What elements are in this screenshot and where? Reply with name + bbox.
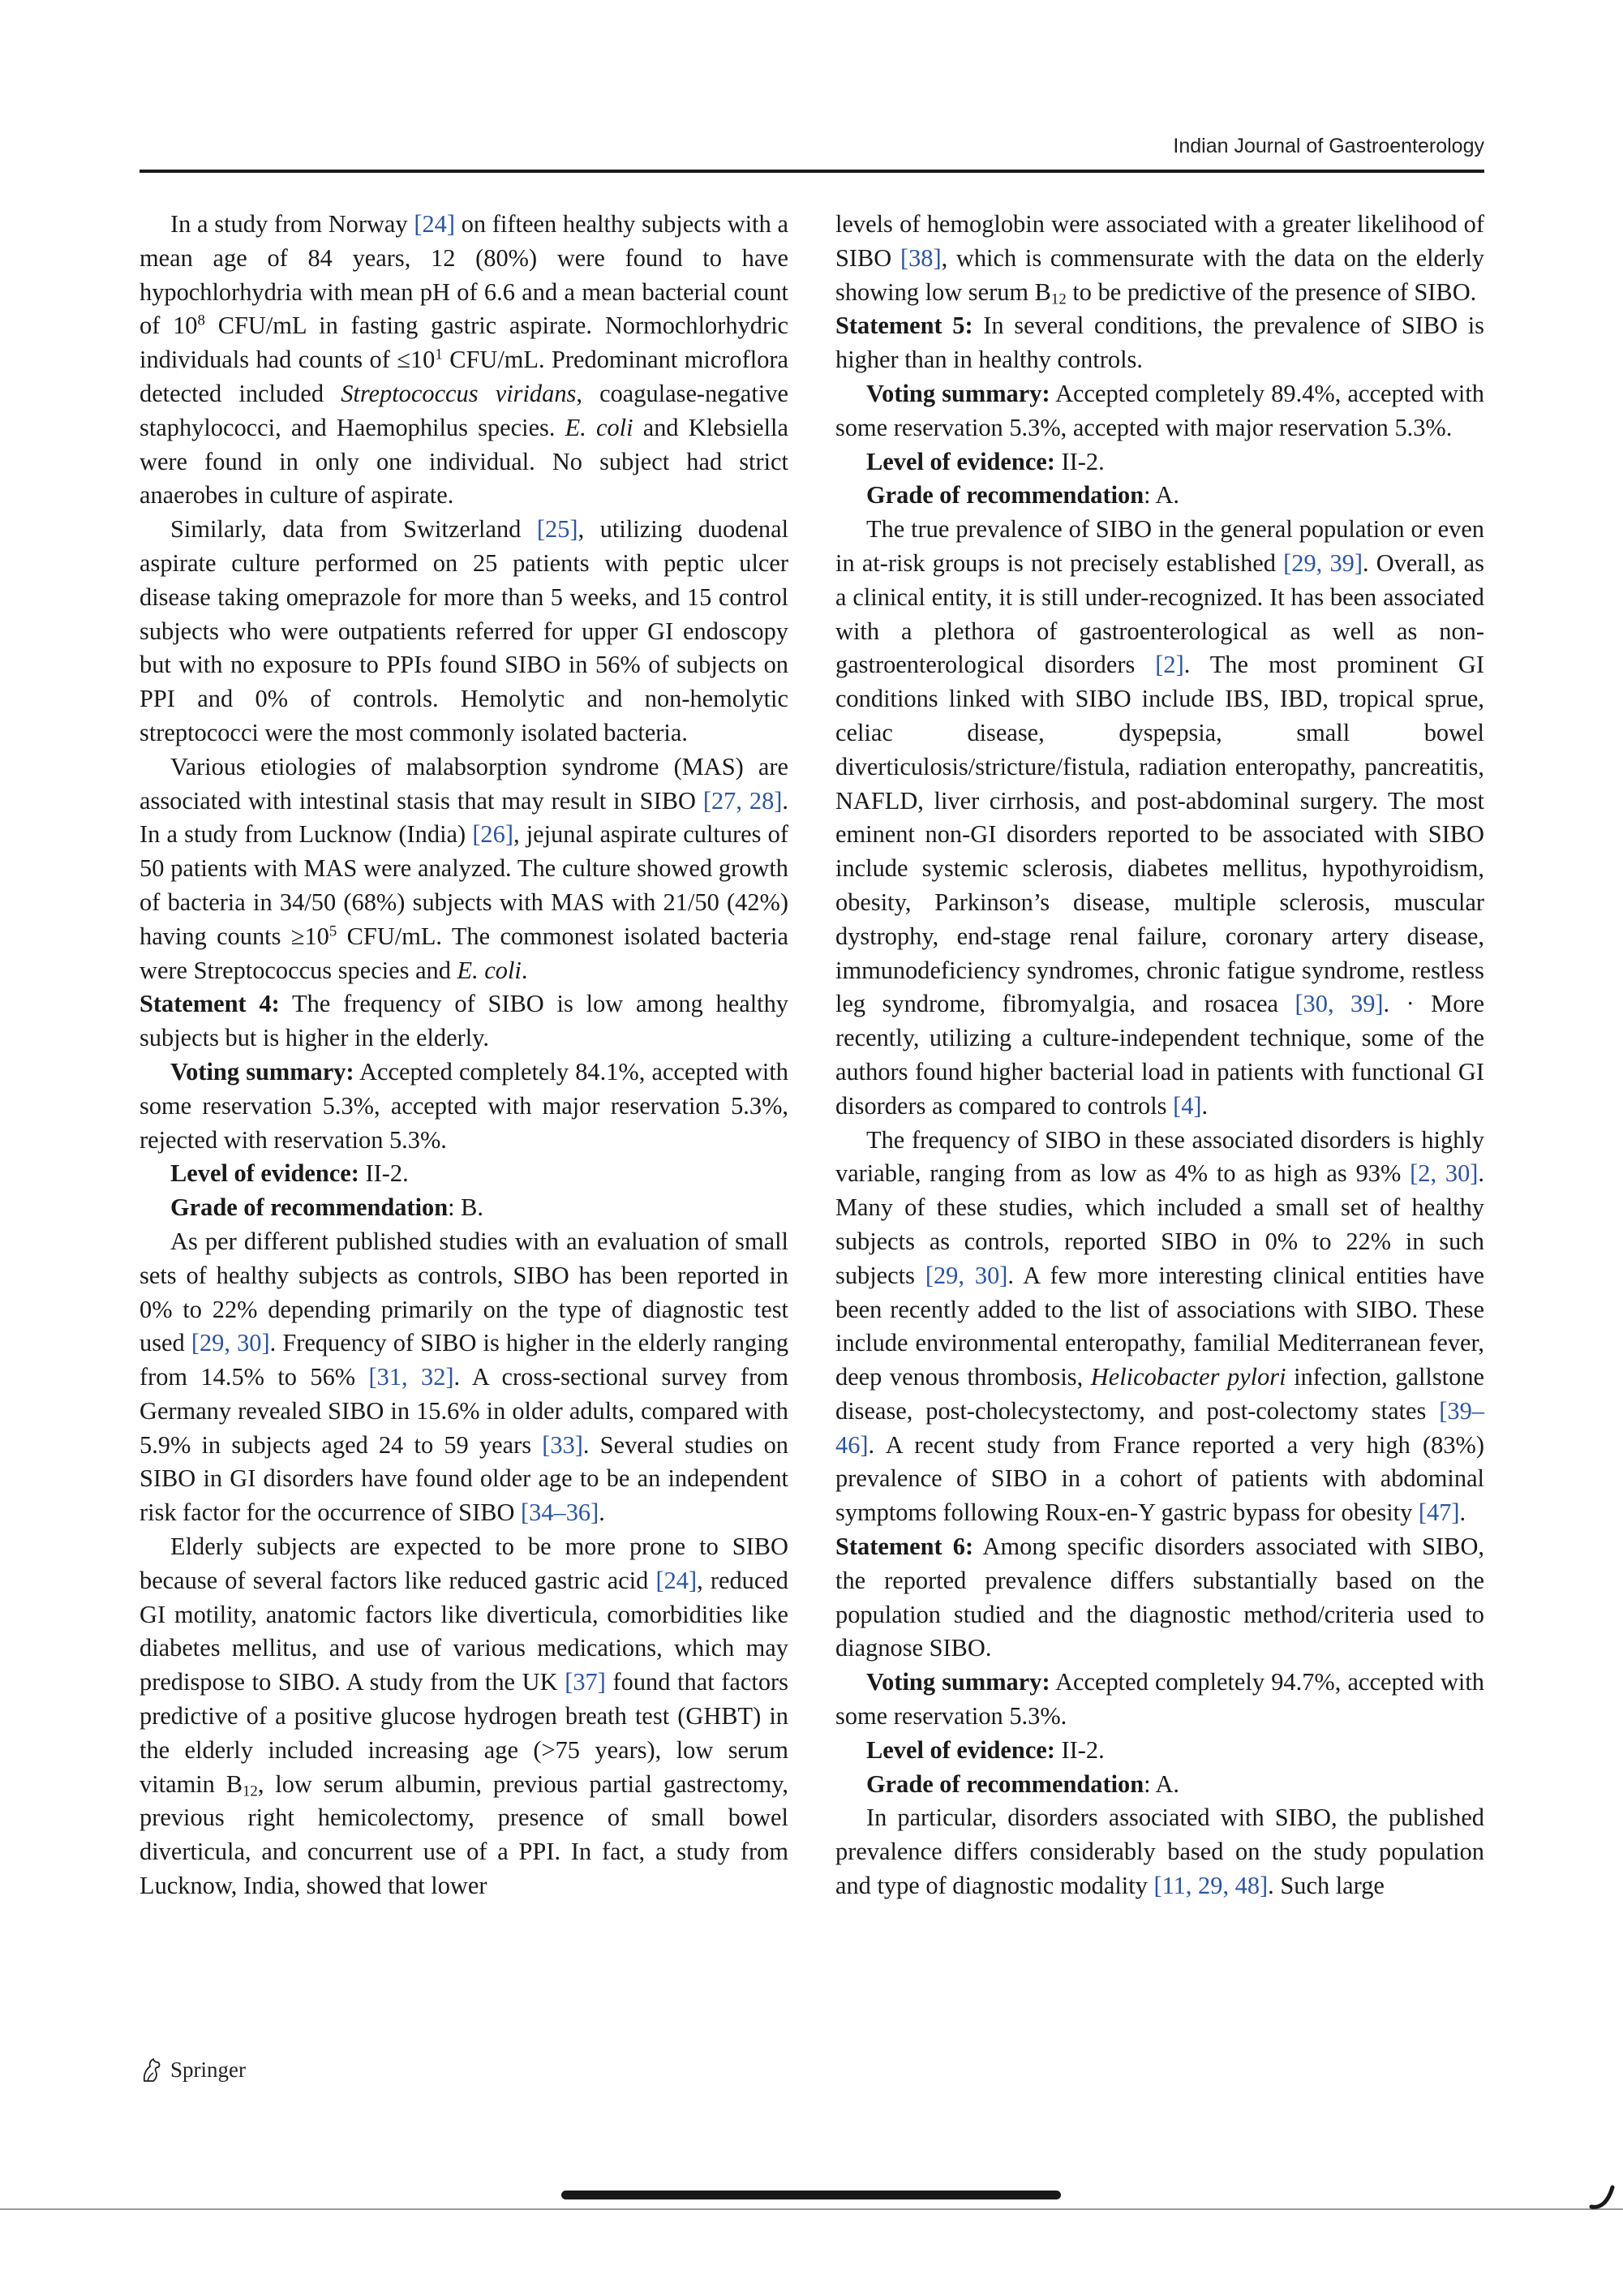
paragraph (835, 1666, 1484, 1734)
text-run: Among specific disorders associated with SIBO, the reported prevalence differs substantially based on the population studied and the diagnostic method/criteria used to diagnose SIBO. (835, 1533, 1484, 1662)
bold-label: Level of evidence: (866, 1735, 1055, 1764)
citation-link[interactable]: [24] (414, 210, 455, 238)
citation-link[interactable]: [2, 30] (1410, 1159, 1479, 1188)
paragraph (140, 1225, 788, 1530)
text-run: In a study from Norway (170, 210, 414, 238)
text-run: . A few more interesting clinical entities have been recently added to the list of associations with SIBO. These include environmental enteropathy, familial Mediterranean fever, deep venous thrombosis, (835, 1261, 1484, 1391)
text-run: CFU/mL. Predominant microflora detected included (140, 346, 788, 407)
paragraph (835, 479, 1484, 513)
citation-link[interactable]: [2] (1155, 651, 1184, 679)
paragraph (835, 445, 1484, 479)
subscript: 12 (1050, 290, 1067, 308)
left-column (140, 208, 788, 1903)
text-run: . · More recently, utilizing a culture-independent technique, some of the authors found higher bacterial load in patients with functional GI disorders as compared to controls (835, 990, 1484, 1120)
citation-link[interactable]: [38] (900, 243, 942, 272)
text-run: . A cross-sectional survey from Germany revealed SIBO in 15.6% in older adults, compared with 5.9% in subjects aged 24 to 59 years (140, 1363, 789, 1459)
text-run: . (599, 1498, 605, 1527)
text-run: . Many of these studies, which included a small set of healthy subjects as controls, reported SIBO in 0% to 22% in such subjects (835, 1159, 1484, 1289)
paragraph (835, 1801, 1484, 1903)
paragraph (140, 1056, 788, 1157)
superscript: 1 (435, 346, 443, 363)
text-run: . Overall, as a clinical entity, it is still under-recognized. It has been associated with a plethora of gastroenterological as well as non-gastroenterological disorders (835, 548, 1484, 679)
italic-term: E. coli (457, 956, 522, 984)
text-run: . The most prominent GI conditions linked with SIBO include IBS, IBD, tropical sprue, celiac disease, dyspepsia, small bowel diverticulosis/stricture/fistula, radiation enteropathy, pancreatitis, NAFLD, liver cirrhosis, and post-abdominal surgery. The most eminent non-GI disorders reported to be associated with SIBO include systemic sclerosis, diabetes mellitus, hypothyroidism, obesity, Parkinson’s disease, multiple sclerosis, muscular dystrophy, end-stage renal failure, coronary artery disease, immunodeficiency syndromes, chronic fatigue syndrome, restless leg syndrome, fibromyalgia, and rosacea (835, 651, 1484, 1018)
text-run: . (1201, 1091, 1209, 1120)
bold-label: Level of evidence: (170, 1159, 359, 1188)
text-run: II-2. (359, 1159, 409, 1188)
text-run: . Such large (1268, 1872, 1385, 1900)
text-run: The frequency of SIBO is low among healthy subjects but is higher in the elderly. (140, 990, 788, 1052)
citation-link[interactable]: [24] (655, 1566, 698, 1594)
text-run: The true prevalence of SIBO in the general population or even in at-risk groups is not precisely established (835, 515, 1484, 577)
paragraph (140, 208, 788, 513)
text-run: In several conditions, the prevalence of SIBO is higher than in healthy controls. (835, 312, 1484, 374)
paragraph (835, 1530, 1484, 1666)
bold-label: Statement 5: (835, 312, 973, 340)
text-run: CFU/mL in fasting gastric aspirate. Normochlorhydric individuals had counts of ≤10 (140, 312, 788, 374)
text-run: Accepted completely 84.1%, accepted with some reservation 5.3%, accepted with major reservation 5.3%, rejected with reservation 5.3%. (140, 1057, 788, 1154)
text-run: , coagulase-negative staphylococci, and Haemophilus species. (140, 379, 788, 441)
paragraph (835, 208, 1484, 309)
text-run: . A recent study from France reported a very high (83%) prevalence of SIBO in a cohort of patients with abdominal symptoms following Roux-en-Y gastric bypass for obesity (835, 1430, 1484, 1527)
bold-label: Voting summary: (866, 1668, 1050, 1696)
paragraph (835, 1734, 1484, 1768)
citation-link[interactable]: [30, 39] (1295, 990, 1384, 1018)
citation-link[interactable]: [47] (1418, 1498, 1460, 1527)
citation-link[interactable]: [27, 28] (702, 786, 783, 815)
bold-label: Level of evidence: (866, 447, 1055, 475)
text-run: , utilizing duodenal aspirate culture performed on 25 patients with peptic ulcer disease taking omeprazole for more than 5 weeks, and 15 control subjects who were outpatients referred for upper GI endoscopy but with no exposure to PPIs found SIBO in 56% of subjects on PPI and 0% of controls. Hemolytic and non-hemolytic streptococci were the most commonly isolated bacteria. (140, 515, 789, 746)
paragraph (140, 987, 788, 1056)
text-run: . (1459, 1498, 1466, 1527)
paragraph (140, 513, 788, 750)
footer (140, 2057, 246, 2083)
bold-label: Statement 4: (140, 990, 280, 1018)
paragraph (140, 1530, 788, 1903)
bold-label: Statement 6: (835, 1533, 974, 1561)
citation-link[interactable]: [11, 29, 48] (1153, 1872, 1269, 1900)
bold-label: Grade of recommendation (866, 481, 1144, 510)
paragraph (835, 309, 1484, 377)
text-run: Similarly, data from Switzerland (170, 515, 537, 544)
paragraph (835, 377, 1484, 445)
publisher-name: Springer (170, 2057, 246, 2082)
home-indicator-bar[interactable] (561, 2191, 1061, 2199)
text-run: : B. (448, 1193, 484, 1222)
text-run: . (521, 956, 528, 984)
text-run: to be predictive of the presence of SIBO. (1066, 277, 1477, 306)
header-rule (140, 170, 1484, 173)
bold-label: Voting summary: (866, 379, 1050, 407)
text-run: : A. (1144, 481, 1180, 510)
text-run: Various etiologies of malabsorption syndrome (MAS) are associated with intestinal stasis that may result in SIBO (140, 752, 788, 815)
text-run: , which is commensurate with the data on the elderly showing low serum B (835, 243, 1484, 306)
text-run: and Klebsiella were found in only one individual. No subject had strict anaerobes in culture of aspirate. (140, 413, 788, 510)
text-run: infection, gallstone disease, post-cholecystectomy, and post-colectomy states (835, 1363, 1485, 1425)
paragraph (140, 750, 788, 988)
superscript: 8 (197, 312, 205, 330)
italic-term: Helicobacter pylori (1090, 1363, 1286, 1391)
citation-link[interactable]: [29, 30] (925, 1261, 1008, 1289)
text-run: . In a study from Lucknow (India) (140, 786, 789, 849)
paragraph (140, 1191, 788, 1225)
text-run: Elderly subjects are expected to be more prone to SIBO because of several factors like reduced gastric acid (140, 1533, 788, 1594)
paragraph (835, 513, 1484, 1123)
subscript: 12 (242, 1782, 258, 1800)
citation-link[interactable]: [34–36] (521, 1498, 599, 1527)
text-run: Accepted completely 89.4%, accepted with some reservation 5.3%, accepted with major reservation 5.3%. (835, 379, 1484, 441)
right-column (835, 208, 1484, 1903)
text-run: II-2. (1054, 1735, 1105, 1764)
citation-link[interactable]: [4] (1173, 1091, 1202, 1120)
text-run: on fifteen healthy subjects with a mean age of 84 years, 12 (80%) were found to have hypochlorhydria with mean pH of 6.6 and a mean bacterial count of 10 (140, 210, 789, 340)
superscript: 5 (328, 922, 337, 940)
bold-label: Voting summary: (170, 1057, 354, 1086)
text-run: levels of hemoglobin were associated with a greater likelihood of SIBO (835, 210, 1484, 272)
text-run: II-2. (1054, 447, 1105, 475)
bold-label: Grade of recommendation (170, 1193, 449, 1222)
citation-link[interactable]: [39–46] (835, 1396, 1484, 1459)
journal-name: Indian Journal of Gastroenterology (1173, 135, 1484, 157)
citation-link[interactable]: [25] (536, 515, 578, 544)
text-run: In particular, disorders associated with SIBO, the published prevalence differs considerably based on the study population and type of diagnostic modality (835, 1804, 1484, 1900)
text-run: : A. (1144, 1769, 1180, 1798)
text-run: . Several studies on SIBO in GI disorders have found older age to be an independent risk factor for the occurrence of SIBO (140, 1430, 788, 1527)
text-run: , low serum albumin, previous partial gastrectomy, previous right hemicolectomy, presence of small bowel diverticula, and concurrent use of a PPI. In fact, a study from Lucknow, India, showed that lower (140, 1769, 789, 1900)
text-run: found that factors predictive of a positive glucose hydrogen breath test (GHBT) in the elderly included increasing age (>75 years), low serum vitamin B (140, 1668, 788, 1798)
text-run: Accepted completely 94.7%, accepted with some reservation 5.3%. (835, 1668, 1484, 1731)
bold-label: Grade of recommendation (866, 1769, 1144, 1798)
paragraph (835, 1124, 1484, 1531)
bottom-divider (0, 2208, 1623, 2210)
italic-term: E. coli (565, 413, 633, 441)
text-run: The frequency of SIBO in these associated disorders is highly variable, ranging from as low as 4% to as high as 93% (835, 1125, 1484, 1188)
citation-link[interactable]: [29, 39] (1283, 548, 1363, 577)
citation-link[interactable]: [29, 30] (191, 1329, 270, 1357)
text-run: . Frequency of SIBO is higher in the elderly ranging from 14.5% to 56% (140, 1329, 789, 1391)
text-run: CFU/mL. The commonest isolated bacteria were Streptococcus species and (140, 922, 788, 984)
citation-link[interactable]: [33] (542, 1430, 583, 1459)
citation-link[interactable]: [31, 32] (368, 1363, 454, 1391)
text-run: , jejunal aspirate cultures of 50 patients with MAS were analyzed. The culture showed growth of bacteria in 34/50 (68%) subjects with MAS with 21/50 (42%) having counts ≥10 (140, 820, 788, 950)
springer-horse-icon (140, 2057, 164, 2083)
italic-term: Streptococcus viridans (341, 379, 577, 407)
paragraph (835, 1768, 1484, 1802)
citation-link[interactable]: [37] (565, 1668, 606, 1696)
paragraph (140, 1157, 788, 1191)
text-run: As per different published studies with an evaluation of small sets of healthy subjects as controls, SIBO has been reported in 0% to 22% depending primarily on the type of diagnostic test used (140, 1227, 788, 1357)
citation-link[interactable]: [26] (472, 820, 513, 849)
page-curl-icon[interactable] (1588, 2182, 1617, 2210)
text-run: , reduced GI motility, anatomic factors like diverticula, comorbidities like diabetes mellitus, and use of various medications, which may predispose to SIBO. A study from the UK (140, 1566, 789, 1696)
